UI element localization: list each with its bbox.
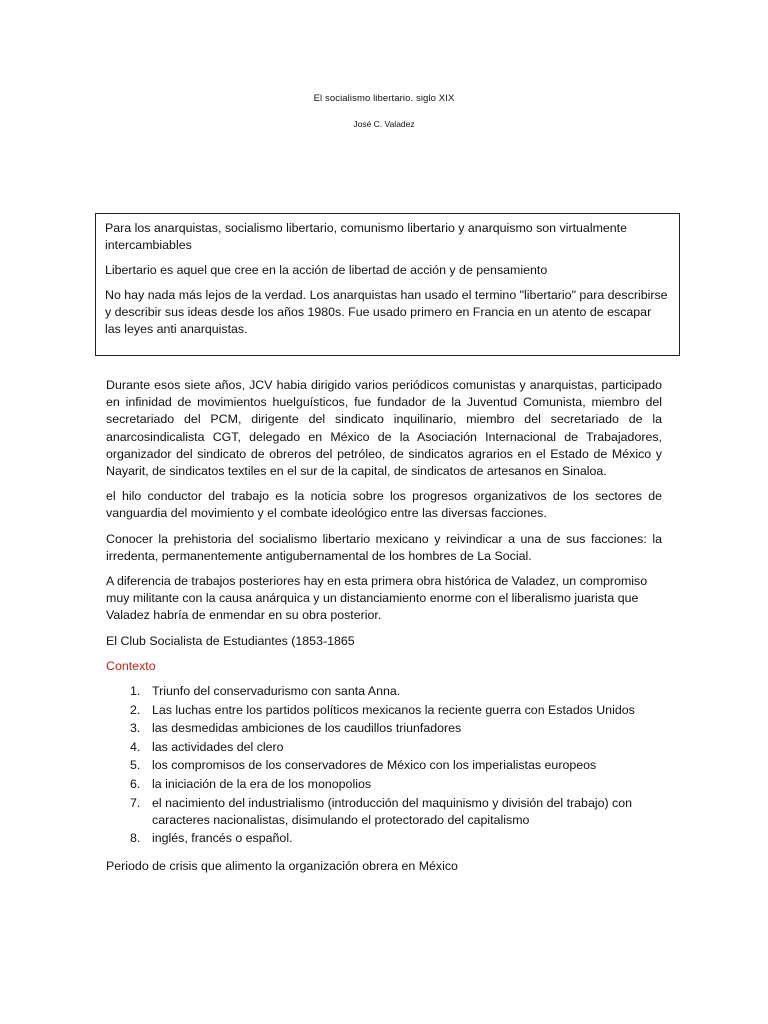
list-item-text: inglés, francés o español. xyxy=(152,831,293,846)
document-body xyxy=(106,377,662,883)
list-item xyxy=(106,830,662,847)
list-item-text: las actividades del clero xyxy=(152,739,284,754)
list-item-text: la iniciación de la era de los monopolios xyxy=(152,777,372,792)
document-title: El socialismo libertario. siglo XIX xyxy=(313,93,455,104)
list-item-number: 4. xyxy=(130,739,141,754)
body-paragraph: El Club Socialista de Estudiantes (1853-1865 xyxy=(106,633,355,648)
box-paragraph: Libertario es aquel que cree en la acción de libertad de acción y de pensamiento xyxy=(105,263,548,277)
list-item-text: los compromisos de los conservadores de México con los imperialistas europeos xyxy=(152,758,597,773)
list-item-text: Las luchas entre los partidos políticos mexicanos la reciente guerra con Estados Unidos xyxy=(152,702,635,717)
list-item xyxy=(106,757,662,774)
list-item-text: el nacimiento del industrialismo (introducción del maquinismo y división del trabajo) con caracteres nacionalistas, disimulando el protectorado del capitalismo xyxy=(152,795,633,827)
body-paragraph: el hilo conductor del trabajo es la noticia sobre los progresos organizativos de los sectores de vanguardia del movimiento y el combate ideológico entre las diversas facciones. xyxy=(106,489,662,521)
list-item-number: 8. xyxy=(130,831,141,846)
list-item-number: 6. xyxy=(130,777,141,792)
list-item xyxy=(106,683,662,700)
list-item-number: 2. xyxy=(130,702,141,717)
list-item-number: 7. xyxy=(130,795,141,810)
body-paragraph: A diferencia de trabajos posteriores hay en esta primera obra histórica de Valadez, un compromiso muy militante con la causa anárquica y un distanciamiento enorme con el liberalismo juarista que Valadez habría de enmendar en su obra posterior. xyxy=(106,574,648,623)
body-paragraph: Durante esos siete años, JCV habia dirigido varios periódicos comunistas y anarquistas, participado en infinidad de movimientos huelguísticos, fue fundador de la Juventud Comunista, miembro del secretariado del PCM, dirigente del sindicato inquilinario, miembro del secretariado de la anarcosindicalista CGT, delegado en México de la Asociación Internacional de Trabajadores, organizador del sindicato de obreros del petróleo, de sindicatos agrarios en el Estado de México y Nayarit, de sindicatos textiles en el sur de la capital, de sindicatos de artesanos en Sinaloa. xyxy=(106,378,662,479)
list-item-text: las desmedidas ambiciones de los caudillos triunfadores xyxy=(152,721,462,736)
box-paragraph: No hay nada más lejos de la verdad. Los anarquistas han usado el termino "libertario" para describirse y describir sus ideas desde los años 1980s. Fue usado primero en Francia en un atento de escapar las leyes anti anarquistas. xyxy=(105,288,668,336)
closing-paragraph: Periodo de crisis que alimento la organización obrera en México xyxy=(106,858,458,873)
body-paragraph: Conocer la prehistoria del socialismo libertario mexicano y reivindicar a una de sus facciones: la irredenta, permanentemente antigubernamental de los hombres de La Social. xyxy=(106,531,662,563)
list-item-number: 3. xyxy=(130,721,141,736)
context-heading: Contexto xyxy=(106,658,156,673)
list-item-text: Triunfo del conservadurismo con santa Anna. xyxy=(152,684,401,699)
list-item xyxy=(106,776,662,793)
context-list xyxy=(106,683,662,848)
definition-box xyxy=(95,213,680,356)
list-item-number: 5. xyxy=(130,758,141,773)
box-paragraph: Para los anarquistas, socialismo libertario, comunismo libertario y anarquismo son virtualmente intercambiables xyxy=(105,221,628,252)
list-item xyxy=(106,702,662,719)
list-item-number: 1. xyxy=(130,684,141,699)
document-author: José C. Valadez xyxy=(353,119,415,129)
list-item xyxy=(106,795,662,829)
list-item xyxy=(106,720,662,737)
list-item xyxy=(106,739,662,756)
